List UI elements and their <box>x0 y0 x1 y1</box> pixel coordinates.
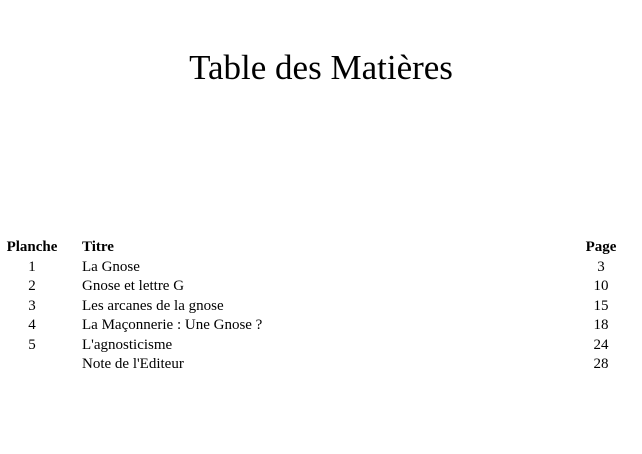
header-titre: Titre <box>82 239 114 255</box>
page-number: 28 <box>593 356 609 372</box>
planche-number: 2 <box>28 278 36 294</box>
page-number: 24 <box>593 336 609 353</box>
entry-title: Note de l'Editeur <box>82 356 184 372</box>
page-number: 15 <box>593 297 609 314</box>
entry-title: La Gnose <box>82 258 140 275</box>
planche-number: 3 <box>28 297 36 314</box>
toc-row <box>0 316 642 336</box>
header-page: Page <box>585 239 617 255</box>
entry-title: Gnose et lettre G <box>82 278 185 294</box>
toc-row <box>0 297 642 317</box>
toc-row <box>0 336 642 356</box>
entry-title: L'agnosticisme <box>82 336 173 353</box>
entry-title: La Maçonnerie : Une Gnose ? <box>82 317 263 333</box>
header-planche: Planche <box>6 239 58 255</box>
toc-row <box>0 355 642 375</box>
page-number: 18 <box>593 317 609 333</box>
toc-row <box>0 258 642 278</box>
planche-number: 4 <box>28 317 36 333</box>
toc-row <box>0 277 642 297</box>
planche-number: 1 <box>28 258 36 275</box>
planche-number: 5 <box>28 336 36 353</box>
page-number: 10 <box>593 278 609 294</box>
toc-header-row <box>0 238 642 258</box>
table-of-contents <box>0 238 642 375</box>
page-number: 3 <box>597 258 605 275</box>
entry-title: Les arcanes de la gnose <box>82 297 224 314</box>
page-title: Table des Matières <box>189 48 453 87</box>
